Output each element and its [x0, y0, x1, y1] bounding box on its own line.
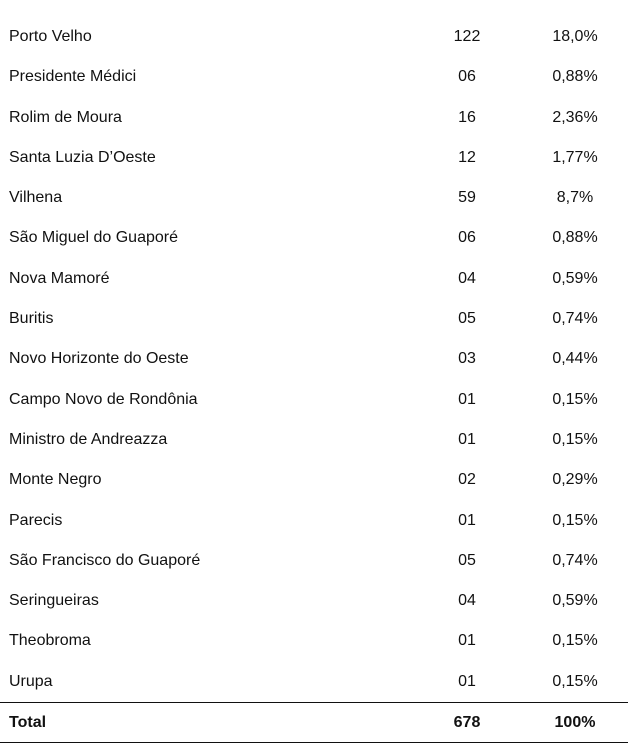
municipality-name: Vilhena — [9, 189, 63, 207]
percent-value: 0,59% — [552, 269, 598, 287]
municipality-name: Parecis — [9, 511, 63, 529]
percent-value: 8,7% — [556, 189, 594, 207]
percent-value: 18,0% — [552, 28, 598, 45]
table-row — [0, 299, 628, 339]
municipality-name: Novo Horizonte do Oeste — [9, 350, 189, 368]
table-row — [0, 541, 628, 581]
percent-value: 0,88% — [552, 68, 598, 86]
municipality-name: Nova Mamoré — [9, 269, 110, 287]
municipality-name: Urupa — [9, 672, 53, 690]
total-bottom-divider — [0, 742, 628, 743]
percent-value: 2,36% — [552, 108, 598, 126]
table-row — [0, 621, 628, 661]
count-value: 59 — [458, 189, 476, 207]
count-value: 01 — [458, 430, 476, 448]
table-row — [0, 501, 628, 541]
percent-value: 0,88% — [552, 229, 598, 247]
table-row — [0, 581, 628, 621]
table-row — [0, 420, 628, 460]
percent-value: 0,15% — [552, 511, 598, 529]
count-value: 06 — [458, 229, 476, 247]
count-value: 05 — [458, 551, 476, 569]
count-value: 12 — [458, 148, 476, 166]
table-row — [0, 17, 628, 57]
municipality-name: Buritis — [9, 310, 54, 328]
table-row — [0, 380, 628, 420]
count-value: 01 — [458, 390, 476, 408]
percent-value: 0,29% — [552, 471, 598, 489]
percent-value: 1,77% — [552, 148, 598, 166]
municipality-name: Campo Novo de Rondônia — [9, 390, 198, 408]
table-row — [0, 460, 628, 500]
count-value: 04 — [458, 269, 476, 287]
count-value: 05 — [458, 310, 476, 328]
table-row — [0, 662, 628, 702]
table-row — [0, 339, 628, 379]
count-value: 04 — [458, 592, 476, 610]
municipality-name: Theobroma — [9, 632, 91, 650]
municipality-name: Presidente Médici — [9, 68, 137, 86]
count-value: 01 — [458, 672, 476, 690]
municipality-name: Ministro de Andreazza — [9, 430, 168, 448]
municipality-name: São Miguel do Guaporé — [9, 229, 178, 247]
municipality-name: Porto Velho — [9, 28, 92, 45]
count-value: 16 — [458, 108, 476, 126]
percent-value: 0,15% — [552, 430, 598, 448]
total-percent: 100% — [554, 714, 596, 731]
total-label: Total — [9, 714, 47, 731]
table-row — [0, 259, 628, 299]
count-value: 03 — [458, 350, 476, 368]
count-value: 01 — [458, 511, 476, 529]
percent-value: 0,74% — [552, 551, 598, 569]
municipality-name: Monte Negro — [9, 471, 102, 489]
municipality-name: Rolim de Moura — [9, 108, 122, 126]
table-row — [0, 57, 628, 97]
percent-value: 0,15% — [552, 672, 598, 690]
table-row — [0, 218, 628, 258]
count-value: 02 — [458, 471, 476, 489]
municipality-name: São Francisco do Guaporé — [9, 551, 201, 569]
count-value: 01 — [458, 632, 476, 650]
municipality-table — [0, 17, 628, 702]
total-count: 678 — [453, 714, 481, 731]
percent-value: 0,59% — [552, 592, 598, 610]
percent-value: 0,44% — [552, 350, 598, 368]
percent-value: 0,74% — [552, 310, 598, 328]
count-value: 122 — [453, 28, 481, 45]
table-row — [0, 98, 628, 138]
percent-value: 0,15% — [552, 632, 598, 650]
count-value: 06 — [458, 68, 476, 86]
table-row — [0, 138, 628, 178]
percent-value: 0,15% — [552, 390, 598, 408]
municipality-name: Seringueiras — [9, 592, 99, 610]
total-row — [0, 703, 628, 742]
municipality-name: Santa Luzia D’Oeste — [9, 148, 156, 166]
table-row — [0, 178, 628, 218]
